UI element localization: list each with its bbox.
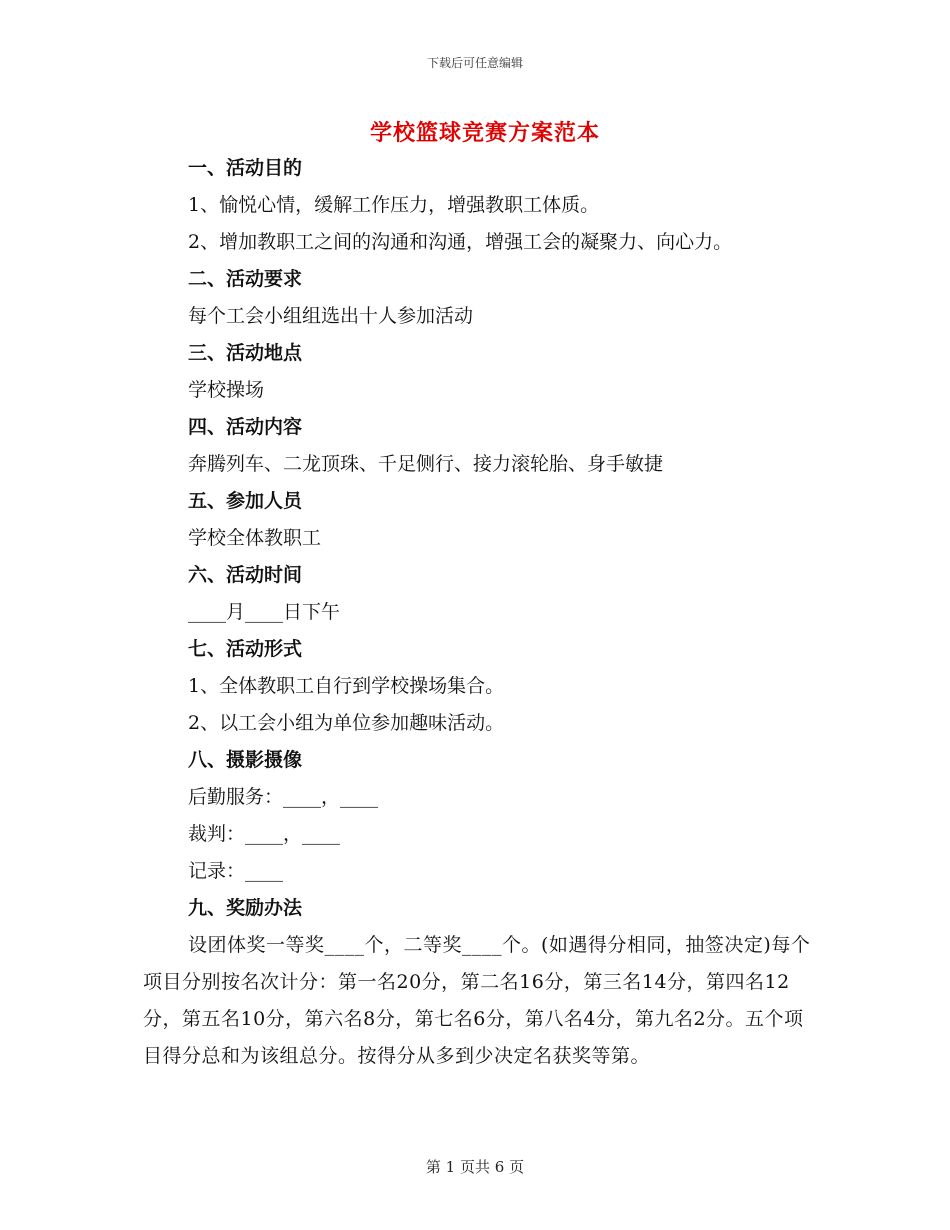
paragraph-line: 学校操场 bbox=[188, 379, 265, 401]
section-heading-5: 五、参加人员 bbox=[188, 490, 303, 512]
award-paragraph: 设团体奖一等奖____个，二等奖____个。(如遇得分相同，抽签决定)每个项目分别按名次计分：第一名20分，第二名16分，第三名14分，第四名12分，第五名10分，第六名8分，第七名6分，第八名4分，第九名2分。五个项目得分总和为该组总分。按得分从多到少决定名获奖等第。 bbox=[143, 934, 811, 1067]
paragraph-line: 2、增加教职工之间的沟通和沟通，增强工会的凝聚力、向心力。 bbox=[188, 231, 733, 253]
section-heading-9: 九、奖励办法 bbox=[188, 897, 303, 919]
paragraph-line: 裁判：____，____ bbox=[188, 823, 341, 845]
section-heading-2: 二、活动要求 bbox=[188, 268, 303, 290]
paragraph-line: 学校全体教职工 bbox=[188, 527, 322, 549]
page-header: 下载后可任意编辑 bbox=[426, 56, 523, 70]
document-title: 学校篮球竞赛方案范本 bbox=[369, 120, 600, 146]
paragraph-line: 后勤服务：____，____ bbox=[188, 786, 379, 808]
paragraph-line: 记录：____ bbox=[188, 860, 284, 882]
section-heading-4: 四、活动内容 bbox=[188, 416, 303, 438]
section-heading-1: 一、活动目的 bbox=[188, 157, 303, 179]
paragraph-line: 奔腾列车、二龙顶珠、千足侧行、接力滚轮胎、身手敏捷 bbox=[188, 453, 664, 475]
section-heading-8: 八、摄影摄像 bbox=[188, 749, 303, 771]
page-footer: 第 1 页共 6 页 bbox=[425, 1158, 525, 1176]
section-heading-6: 六、活动时间 bbox=[188, 564, 303, 586]
paragraph-line: ____月____日下午 bbox=[188, 601, 341, 623]
paragraph-line: 2、以工会小组为单位参加趣味活动。 bbox=[188, 712, 505, 734]
section-heading-7: 七、活动形式 bbox=[188, 638, 303, 660]
paragraph-line: 1、全体教职工自行到学校操场集合。 bbox=[188, 675, 505, 697]
paragraph-line: 每个工会小组组选出十人参加活动 bbox=[188, 305, 474, 327]
section-heading-3: 三、活动地点 bbox=[188, 342, 303, 364]
document-body bbox=[143, 150, 813, 1075]
paragraph-line: 1、愉悦心情，缓解工作压力，增强教职工体质。 bbox=[188, 194, 600, 216]
